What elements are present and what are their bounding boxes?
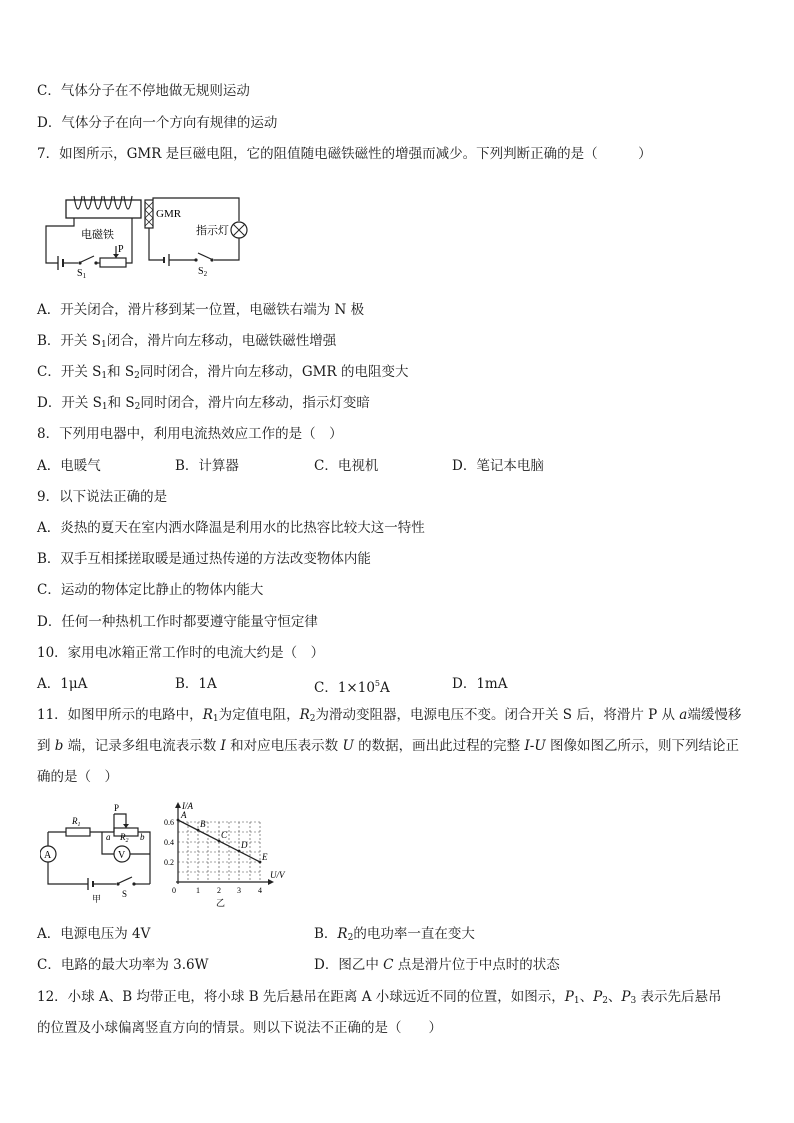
q7-option-a: A．开关闭合，滑片移到某一位置，电磁铁右端为 N 极 [37,302,365,318]
q9-option-d: D．任何一种热机工作时都要遵守能量守恒定律 [37,614,318,630]
q9-option-b: B．双手互相揉搓取暖是通过热传递的方法改变物体内能 [37,551,371,567]
q6-option-d: D．气体分子在向一个方向有规律的运动 [37,115,278,131]
q11-stem-line2: 到 b 端，记录多组电流表示数 I 和对应电压表示数 U 的数据，画出此过程的完整 I-U 图像如图乙所示，则下列结论正 [37,738,740,754]
q10-option-d: D．1mA [452,676,508,692]
q11-r1-label: $R_1$ [72,816,81,828]
q11-graph-xtick-3: 3 [237,886,241,895]
q11-graph-point-b [197,829,200,832]
q11-fig-yi-label: 乙 [216,898,226,908]
q9-stem: 9．以下说法正确的是 [37,489,168,505]
q11-terminal-b: b [140,832,145,842]
q11-circuit-figure [40,802,160,904]
q11-r2-label: $R_2$ [120,832,129,844]
q11-graph-ytick-0.6: 0.6 [164,818,174,827]
q11-graph-origin: 0 [172,886,176,895]
q7-stem: 7．如图所示，GMR 是巨磁电阻，它的阻值随电磁铁磁性的增强而减少。下列判断正确的是（ ） [37,146,652,162]
q7-option-d: D．开关 $S_1$和 $S_2$同时闭合，滑片向左移动，指示灯变暗 [37,395,370,412]
q11-option-b: B．$R_2$的电功率一直在变大 [314,926,475,943]
q11-option-c: C．电路的最大功率为 3.6W [37,957,209,973]
q10-stem: 10．家用电冰箱正常工作时的电流大约是（ ） [37,645,325,661]
q11-graph-xtick-2: 2 [217,886,221,895]
q8-option-c: C．电视机 [314,458,379,474]
q11-graph-y-axis-label: I/A [182,801,193,811]
q11-stem-line3: 确的是（ ） [37,769,118,785]
q11-switch-label: S [122,889,128,899]
q11-stem-line1: 11．如图甲所示的电路中，$R_1$为定值电阻，$R_2$为滑动变阻器，电源电压不变。闭合开关 S 后，将滑片 P 从 a端缓慢移 [37,707,742,724]
q11-voltmeter-label: V [118,850,126,861]
q11-graph-point-a [177,819,180,822]
q10-option-b: B．1A [175,676,217,692]
q7-lamp-label: 指示灯 [196,225,229,237]
q11-option-a: A．电源电压为 4V [37,926,151,942]
q11-graph-ytick-0.2: 0.2 [164,858,174,867]
q11-graph-ytick-0.4: 0.4 [164,838,174,847]
q12-stem-line2: 的位置及小球偏离竖直方向的情景。则以下说法不正确的是（ ） [37,1020,442,1036]
q11-graph-label-b: B [200,819,206,829]
q7-switch1-label: $S_1$ [77,268,87,278]
q11-ammeter-label: A [44,850,52,861]
q12-stem-line1: 12．小球 A、B 均带正电，将小球 B 先后悬吊在距离 A 小球远近不同的位置，如图示，$P_1$、$P_2$、$P_3$ 表示先后悬吊 [37,989,722,1006]
q11-fig-jia-label: 甲 [92,894,102,904]
q7-circuit-figure [44,188,266,278]
q11-graph-x-axis-label: U/V [270,870,285,880]
q6-option-c: C．气体分子在不停地做无规则运动 [37,83,250,99]
q7-option-c: C．开关 $S_1$和 $S_2$同时闭合，滑片向左移动，GMR 的电阻变大 [37,364,409,381]
q11-graph-point-e [259,861,262,864]
q11-graph-xtick-1: 1 [196,886,200,895]
q7-slider-label: P [118,244,124,255]
q11-graph-xtick-4: 4 [258,886,262,895]
q8-stem: 8．下列用电器中，利用电流热效应工作的是（ ） [37,426,343,442]
q7-option-b: B．开关 $S_1$闭合，滑片向左移动，电磁铁磁性增强 [37,333,337,350]
q11-graph-label-d: D [241,840,248,850]
q11-graph-label-c: C [221,830,228,840]
q9-option-c: C．运动的物体定比静止的物体内能大 [37,582,264,598]
q11-iu-graph [164,800,294,910]
q11-slider-label: P [114,803,120,813]
q11-option-d: D．图乙中 C 点是滑片位于中点时的状态 [314,957,560,973]
q11-terminal-a: a [106,832,111,842]
q8-option-b: B．计算器 [175,458,239,474]
q9-option-a: A．炎热的夏天在室内洒水降温是利用水的比热容比较大这一特性 [37,520,425,536]
q11-graph-point-d [238,850,241,853]
q7-gmr-label: GMR [156,208,182,220]
q7-electromagnet-label: 电磁铁 [81,229,114,241]
q10-option-c: C．$1\times 10^5A$ [314,679,390,696]
q8-option-a: A．电暖气 [37,458,101,474]
q11-graph-point-c [218,840,221,843]
q7-switch2-label: $S_2$ [198,266,208,278]
q10-option-a: A．1μA [37,676,88,692]
q11-graph-label-a: A [181,810,187,820]
q8-option-d: D．笔记本电脑 [452,458,544,474]
q11-graph-label-e: E [262,852,268,862]
